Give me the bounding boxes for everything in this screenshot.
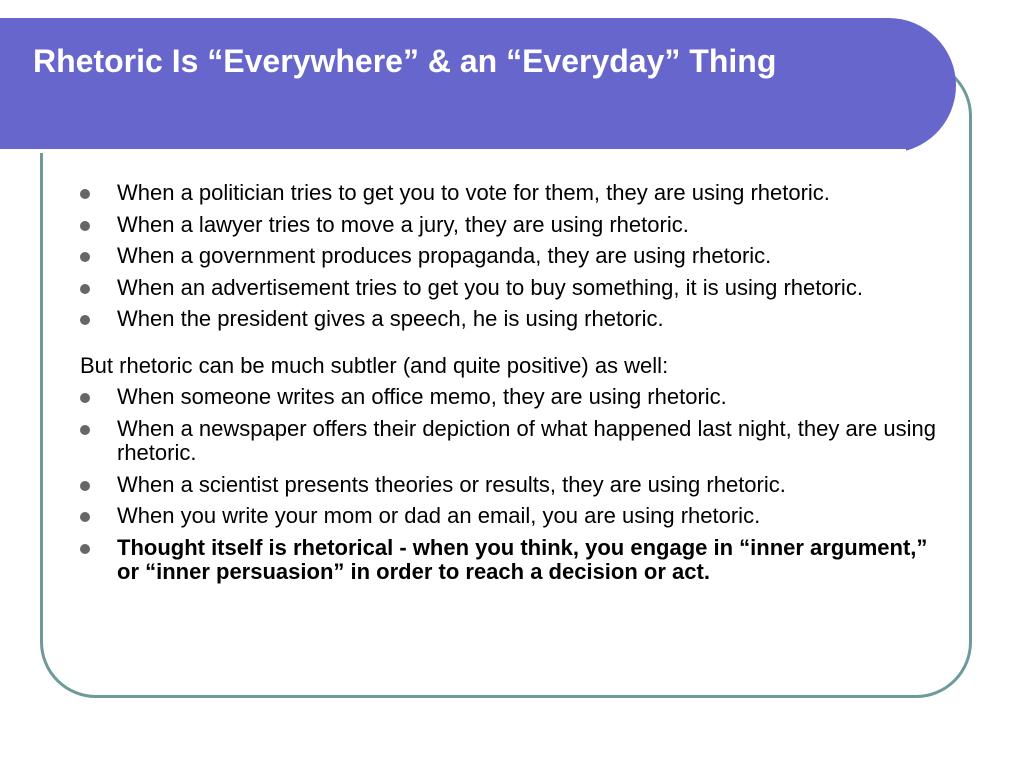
slide-body — [80, 181, 940, 592]
bullet-text: When a scientist presents theories or results, they are using rhetoric. — [117, 471, 786, 497]
bullet-text: When the president gives a speech, he is using rhetoric. — [117, 306, 664, 331]
bullet-text: When you write your mom or dad an email, you are using rhetoric. — [117, 503, 761, 528]
bullet-list-2 — [80, 385, 940, 585]
bullet-text: Thought itself is rhetorical - when you think, you engage in “inner argument,” or “inner persuasion” in order to reach a decision or act. — [117, 534, 928, 584]
bullet-dot-icon — [80, 284, 90, 294]
bullet-dot-icon — [80, 512, 90, 522]
title-bar — [0, 18, 956, 153]
bullet-item — [80, 307, 940, 332]
intro-line: But rhetoric can be much subtler (and quite positive) as well: — [80, 352, 669, 378]
bullet-item — [80, 244, 940, 269]
bullet-item — [80, 504, 940, 529]
bullet-text: When someone writes an office memo, they are using rhetoric. — [117, 384, 727, 409]
bullet-dot-icon — [80, 544, 90, 554]
slide-title: Rhetoric Is “Everywhere” & an “Everyday” Thing — [33, 43, 777, 79]
bullet-text: When a government produces propaganda, they are using rhetoric. — [117, 243, 772, 268]
bullet-item — [80, 473, 940, 498]
bullet-item — [80, 276, 940, 301]
bullet-item — [80, 385, 940, 410]
bullet-dot-icon — [80, 252, 90, 262]
bullet-dot-icon — [80, 481, 90, 491]
bullet-dot-icon — [80, 189, 90, 199]
bullet-dot-icon — [80, 315, 90, 325]
bullet-text: When an advertisement tries to get you to buy something, it is using rhetoric. — [117, 274, 863, 300]
bullet-item-emphasis — [80, 536, 940, 585]
title-underline — [0, 149, 906, 153]
bullet-item — [80, 213, 940, 238]
bullet-item — [80, 181, 940, 206]
bullet-dot-icon — [80, 425, 90, 435]
bullet-item — [80, 417, 940, 466]
bullet-list-1 — [80, 181, 940, 332]
bullet-dot-icon — [80, 221, 90, 231]
bullet-text: When a newspaper offers their depiction of what happened last night, they are using rhetoric. — [117, 415, 937, 465]
bullet-text: When a lawyer tries to move a jury, they are using rhetoric. — [117, 211, 689, 237]
bullet-dot-icon — [80, 393, 90, 403]
bullet-text: When a politician tries to get you to vote for them, they are using rhetoric. — [117, 180, 830, 205]
